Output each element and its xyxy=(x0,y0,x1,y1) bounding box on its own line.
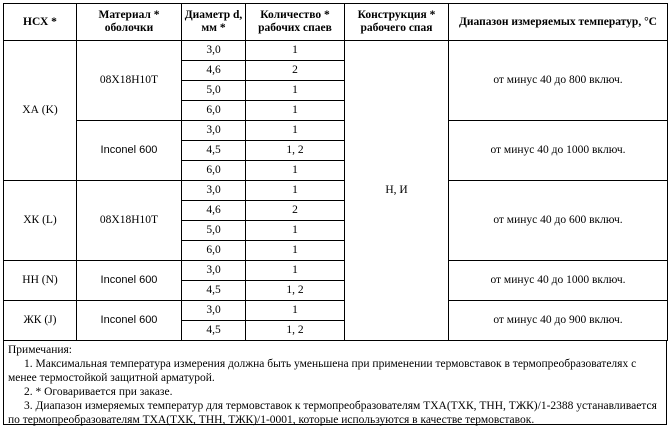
header-range: Диапазон измеряемых температур, °С xyxy=(449,4,668,41)
quantity-cell: 2 xyxy=(246,61,345,81)
range-cell: от минус 40 до 1000 включ. xyxy=(449,121,668,181)
diameter-cell: 3,0 xyxy=(182,41,246,61)
nsh-cell: ЖК (J) xyxy=(4,301,77,341)
quantity-cell: 1 xyxy=(246,301,345,321)
quantity-cell: 2 xyxy=(246,201,345,221)
material-cell: Inconel 600 xyxy=(77,301,182,341)
note-item: 3. Диапазон измеряемых температур для термовставок к термопреобразователям ТХА(ТХК, ТНН, ТЖК)/1-2388 устанавливается по термопреобразователям ТХА(ТХК, ТНН, ТЖК)/1-0001, которые используются в качестве термовставок. xyxy=(8,400,657,426)
header-diameter: Диаметр d, мм * xyxy=(182,4,246,41)
material-cell: 08Х18Н10Т xyxy=(77,41,182,121)
diameter-cell: 4,5 xyxy=(182,321,246,341)
spec-table xyxy=(3,3,668,341)
table-row xyxy=(4,121,668,141)
notes-title: Примечания: xyxy=(8,344,72,356)
table-row xyxy=(4,301,668,321)
quantity-cell: 1 xyxy=(246,121,345,141)
material-cell: 08Х18Н10Т xyxy=(77,181,182,261)
header-row xyxy=(4,4,668,41)
quantity-cell: 1 xyxy=(246,241,345,261)
diameter-cell: 5,0 xyxy=(182,81,246,101)
diameter-cell: 3,0 xyxy=(182,261,246,281)
quantity-cell: 1 xyxy=(246,41,345,61)
header-material: Материал * оболочки xyxy=(77,4,182,41)
diameter-cell: 4,5 xyxy=(182,281,246,301)
diameter-cell: 4,5 xyxy=(182,141,246,161)
diameter-cell: 3,0 xyxy=(182,301,246,321)
document xyxy=(3,3,667,425)
quantity-cell: 1 xyxy=(246,221,345,241)
nsh-cell: ХА (K) xyxy=(4,41,77,181)
range-cell: от минус 40 до 900 включ. xyxy=(449,301,668,341)
diameter-cell: 3,0 xyxy=(182,181,246,201)
diameter-cell: 3,0 xyxy=(182,121,246,141)
table-row xyxy=(4,181,668,201)
quantity-cell: 1 xyxy=(246,261,345,281)
quantity-cell: 1 xyxy=(246,81,345,101)
quantity-cell: 1 xyxy=(246,101,345,121)
note-item: 2. * Оговаривается при заказе. xyxy=(24,386,173,398)
nsh-cell: ХК (L) xyxy=(4,181,77,261)
range-cell: от минус 40 до 800 включ. xyxy=(449,41,668,121)
table-row xyxy=(4,41,668,61)
header-construction: Конструкция * рабочего спая xyxy=(345,4,449,41)
diameter-cell: 6,0 xyxy=(182,161,246,181)
quantity-cell: 1, 2 xyxy=(246,141,345,161)
quantity-cell: 1, 2 xyxy=(246,281,345,301)
material-cell: Inconel 600 xyxy=(77,261,182,301)
quantity-cell: 1 xyxy=(246,161,345,181)
header-quantity: Количество * рабочих спаев xyxy=(246,4,345,41)
range-cell: от минус 40 до 600 включ. xyxy=(449,181,668,261)
diameter-cell: 5,0 xyxy=(182,221,246,241)
nsh-cell: НН (N) xyxy=(4,261,77,301)
table-row xyxy=(4,261,668,281)
note-item: 1. Максимальная температура измерения должна быть уменьшена при применении термовставок в термопреобразователях с менее термостойкой защитной арматурой. xyxy=(8,358,637,384)
diameter-cell: 4,6 xyxy=(182,201,246,221)
material-cell: Inconel 600 xyxy=(77,121,182,181)
notes-block xyxy=(3,341,667,425)
diameter-cell: 6,0 xyxy=(182,241,246,261)
header-nsh: НСХ * xyxy=(4,4,77,41)
diameter-cell: 6,0 xyxy=(182,101,246,121)
range-cell: от минус 40 до 1000 включ. xyxy=(449,261,668,301)
construction-cell: Н, И xyxy=(345,41,449,341)
quantity-cell: 1, 2 xyxy=(246,321,345,341)
quantity-cell: 1 xyxy=(246,181,345,201)
diameter-cell: 4,6 xyxy=(182,61,246,81)
